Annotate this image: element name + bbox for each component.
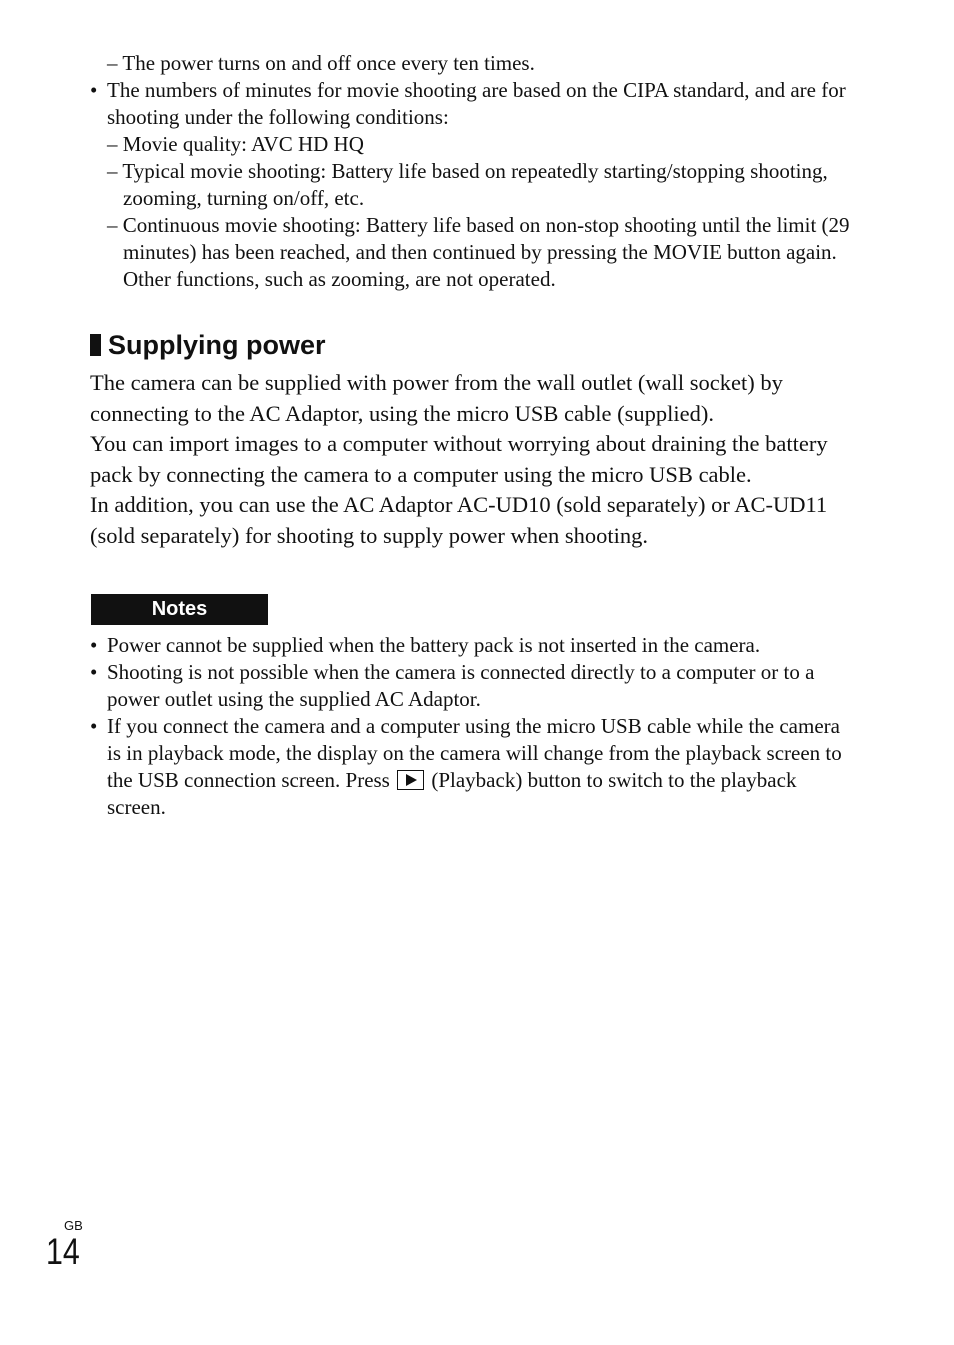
sub-item-movie-quality: – Movie quality: AVC HD HQ (107, 132, 364, 156)
bullet-icon: • (90, 660, 98, 684)
dash-item-power-cycle: – The power turns on and off once every ten times. (107, 51, 535, 75)
sub-item-typical-shooting: – Typical movie shooting: Battery life based on repeatedly starting/stopping shooting, zooming, turning on/off, etc. (107, 159, 828, 210)
paragraph: In addition, you can use the AC Adaptor AC-UD10 (sold separately) or AC-UD11 (sold separately) for shooting to supply power when shooting. (90, 492, 828, 548)
notes-list (90, 632, 850, 821)
paragraph: You can import images to a computer without worrying about draining the battery pack by connecting the camera to a computer using the micro USB cable. (90, 431, 828, 487)
bullet-icon: • (90, 78, 98, 102)
section-title: Supplying power (108, 330, 326, 360)
bullet-item-movie-minutes (90, 77, 850, 293)
note-item (90, 632, 850, 659)
note-text: Power cannot be supplied when the battery pack is not inserted in the camera. (107, 633, 761, 657)
bullet-icon: • (90, 633, 98, 657)
page-number: 14 (46, 1231, 80, 1272)
note-item-playback (90, 713, 850, 821)
paragraph: The camera can be supplied with power from the wall outlet (wall socket) by connecting to the AC Adaptor, using the micro USB cable (supplied). (90, 370, 783, 426)
notes-label: Notes (91, 594, 268, 625)
note-text: Shooting is not possible when the camera is connected directly to a computer or to a power outlet using the supplied AC Adaptor. (107, 660, 815, 711)
language-code: GB (64, 1218, 83, 1233)
bullet-text: The numbers of minutes for movie shooting are based on the CIPA standard, and are for shooting under the following conditions: (107, 78, 846, 129)
section-body (90, 368, 850, 551)
bullet-icon: • (90, 714, 98, 738)
playback-icon (397, 770, 424, 790)
sub-item-continuous-shooting: – Continuous movie shooting: Battery life based on non-stop shooting until the limit (29 minutes) has been reached, and then continued by pressing the MOVIE button again. Other functions, such as zooming, are not operated. (107, 213, 850, 291)
note-text-before: If you connect the camera and a computer using the micro USB cable while the camera is in playback mode, the display on the camera will change from the playback screen to the USB connection screen. Press (107, 714, 842, 792)
note-text-after: (Playback) button to switch to the playback screen. (107, 768, 797, 819)
heading-marker-icon (90, 334, 101, 356)
note-item (90, 659, 850, 713)
section-heading (90, 328, 326, 362)
